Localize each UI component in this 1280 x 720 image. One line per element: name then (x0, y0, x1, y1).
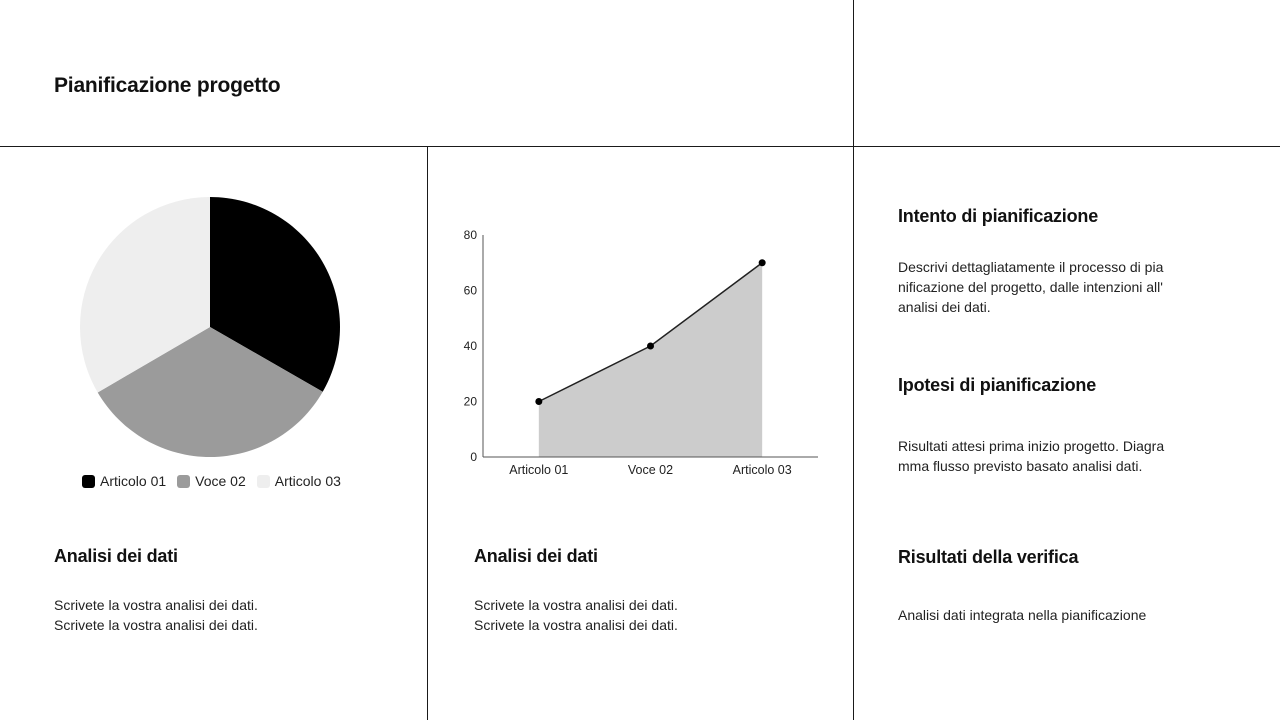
left-text-line-1: Scrivete la vostra analisi dei dati. (54, 597, 258, 613)
page-title: Pianificazione progetto (54, 74, 281, 97)
intent-heading: Intento di pianificazione (898, 206, 1099, 226)
data-point-2 (647, 343, 654, 350)
legend-item-3 (257, 473, 341, 489)
legend-label-2: Voce 02 (195, 473, 246, 489)
area-chart (450, 220, 830, 480)
legend-item-2 (177, 473, 246, 489)
legend-swatch-1 (82, 475, 95, 488)
area-fill (539, 263, 762, 457)
x-tick-label: Articolo 03 (732, 463, 792, 477)
legend-swatch-3 (257, 475, 270, 488)
results-text-line-1: Analisi dati integrata nella pianificazione (898, 607, 1147, 623)
middle-text-line-1: Scrivete la vostra analisi dei dati. (474, 597, 678, 613)
y-tick-label: 60 (463, 283, 477, 298)
hypothesis-text-line-1: Risultati attesi prima inizio progetto. Diagra (898, 438, 1165, 454)
hypothesis-text (898, 436, 1164, 476)
hypothesis-text-line-2: mma flusso previsto basato analisi dati. (898, 458, 1143, 474)
results-heading: Risultati della verifica (898, 547, 1079, 567)
legend-swatch-2 (177, 475, 190, 488)
intent-text-line-2: nificazione del progetto, dalle intenzioni all' (898, 279, 1163, 295)
middle-text-line-2: Scrivete la vostra analisi dei dati. (474, 617, 678, 633)
y-tick-label: 40 (463, 339, 477, 353)
x-tick-label: Articolo 01 (509, 463, 569, 477)
hypothesis-heading: Ipotesi di pianificazione (898, 375, 1097, 395)
header-divider (0, 146, 1280, 147)
x-tick-label: Voce 02 (627, 463, 674, 477)
pie-legend (82, 473, 352, 489)
y-tick-label: 20 (463, 394, 477, 409)
legend-label-1: Articolo 01 (100, 473, 167, 489)
left-text (54, 595, 258, 635)
intent-text (898, 257, 1163, 317)
pie-chart-svg (70, 187, 350, 467)
results-text (898, 605, 1146, 625)
y-tick-label: 0 (470, 450, 477, 464)
middle-text (474, 595, 678, 635)
y-tick-label: 80 (463, 228, 477, 242)
column-divider-2 (853, 0, 854, 720)
pie-chart (70, 187, 350, 467)
area-chart-svg (450, 220, 830, 480)
data-point-3 (759, 259, 766, 266)
data-point-1 (535, 398, 542, 405)
column-divider-1 (427, 146, 428, 720)
left-text-line-2: Scrivete la vostra analisi dei dati. (54, 617, 258, 633)
legend-item-1 (82, 473, 166, 489)
legend-label-3: Articolo 03 (274, 473, 341, 489)
middle-heading: Analisi dei dati (474, 546, 598, 566)
left-heading: Analisi dei dati (54, 546, 178, 566)
intent-text-line-1: Descrivi dettagliatamente il processo di pia (898, 259, 1164, 275)
intent-text-line-3: analisi dei dati. (898, 299, 991, 315)
